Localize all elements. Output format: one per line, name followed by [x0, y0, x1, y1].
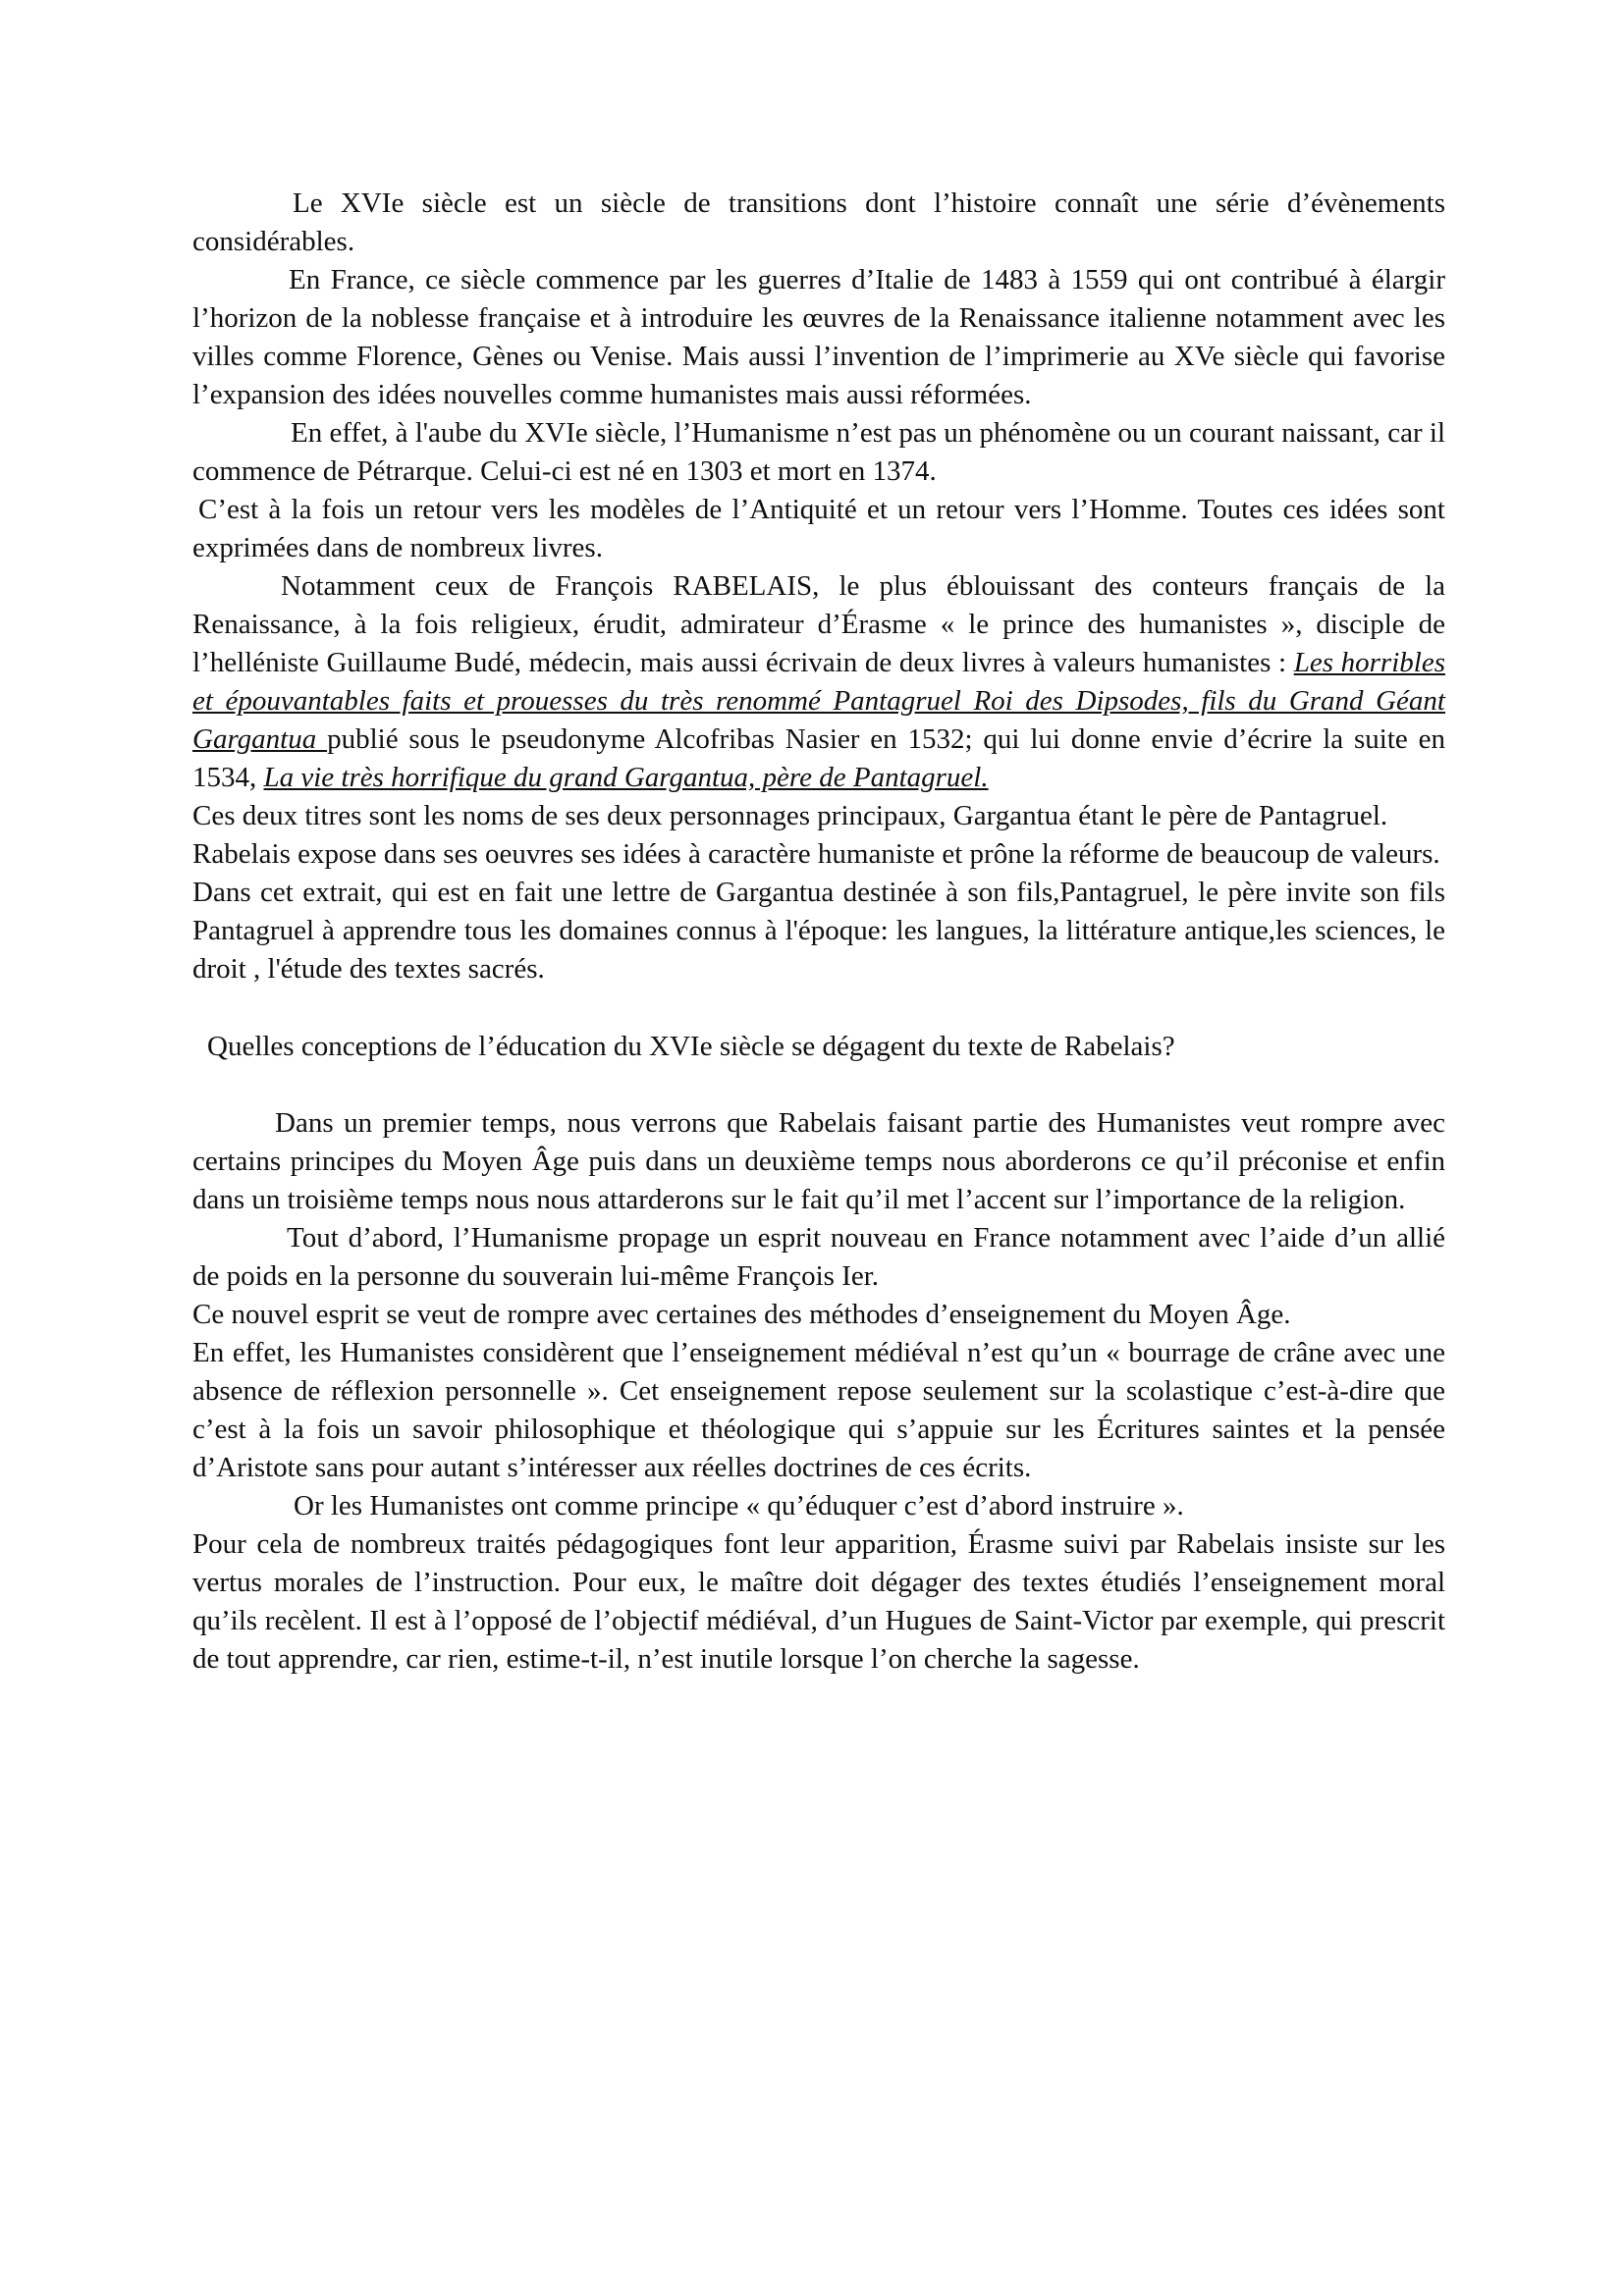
- paragraph-humanisme-petrarque: En effet, à l'aube du XVIe siècle, l’Humanisme n’est pas un phénomène ou un courant naissant, car il commence de Pétrarque. Celui-ci est né en 1303 et mort en 1374.: [192, 417, 1445, 487]
- paragraph-eduquer-instruire: Or les Humanistes ont comme principe « qu’éduquer c’est d’abord instruire ».: [294, 1490, 1184, 1522]
- rabelais-intro-text: Notamment ceux de François RABELAIS, le plus éblouissant des conteurs français de la Renaissance, à la fois religieux, érudit, admirateur d’Érasme « le prince des humanistes », disciple de l’helléniste Guillaume Budé, médecin, mais aussi écrivain de deux livres à valeurs humanistes :: [192, 570, 1445, 678]
- paragraph-deux-titres: Ces deux titres sont les noms de ses deux personnages principaux, Gargantua étant le père de Pantagruel.: [192, 800, 1388, 831]
- paragraph-extrait-lettre: Dans cet extrait, qui est en fait une lettre de Gargantua destinée à son fils,Pantagruel, le père invite son fils Pantagruel à apprendre tous les domaines connus à l'époque: les langues, la littérature antique,les sciences, le droit , l'étude des textes sacrés.: [192, 877, 1445, 985]
- rabelais-middle-text: publié sous le pseudonyme Alcofribas Nasier en 1532; qui lui donne envie d’écrire la suite en 1534,: [192, 723, 1445, 793]
- paragraph-intro-xvie: Le XVIe siècle est un siècle de transitions dont l’histoire connaît une série d’évènements considérables.: [192, 187, 1445, 257]
- problematique-question: Quelles conceptions de l’éducation du XVIe siècle se dégagent du texte de Rabelais?: [207, 1031, 1175, 1062]
- paragraph-retour-antiquite: C’est à la fois un retour vers les modèles de l’Antiquité et un retour vers l’Homme. Toutes ces idées sont exprimées dans de nombreux livres.: [192, 494, 1445, 563]
- paragraph-idees-humanistes: Rabelais expose dans ses oeuvres ses idées à caractère humaniste et prône la réforme de beaucoup de valeurs.: [192, 838, 1440, 870]
- book-title-pantagruel: Les horribles et épouvantables faits et prouesses du très renommé Pantagruel Roi des Dipsodes, fils du Grand Géant Gargantua: [192, 647, 1445, 755]
- paragraph-traites-pedagogiques: Pour cela de nombreux traités pédagogiques font leur apparition, Érasme suivi par Rabelais insiste sur les vertus morales de l’instruction. Pour eux, le maître doit dégager des textes étudiés l’enseignement moral qu’ils recèlent. Il est à l’opposé de l’objectif médiéval, d’un Hugues de Saint-Victor par exemple, qui prescrit de tout apprendre, car rien, estime-t-il, n’est inutile lorsque l’on cherche la sagesse.: [192, 1528, 1445, 1675]
- paragraph-enseignement-medieval: En effet, les Humanistes considèrent que l’enseignement médiéval n’est qu’un « bourrage de crâne avec une absence de réflexion personnelle ». Cet enseignement repose seulement sur la scolastique c’est-à-dire que c’est à la fois un savoir philosophique et théologique qui s’appuie sur les Écritures saintes et la pensée d’Aristote sans pour autant s’intéresser aux réelles doctrines de ces écrits.: [192, 1337, 1445, 1483]
- paragraph-plan: Dans un premier temps, nous verrons que Rabelais faisant partie des Humanistes veut rompre avec certains principes du Moyen Âge puis dans un deuxième temps nous aborderons ce qu’il préconise et enfin dans un troisième temps nous nous attarderons sur le fait qu’il met l’accent sur l’importance de la religion.: [192, 1107, 1445, 1215]
- paragraph-guerres-italie: En France, ce siècle commence par les guerres d’Italie de 1483 à 1559 qui ont contribué à élargir l’horizon de la noblesse française et à introduire les œuvres de la Renaissance italienne notamment avec les villes comme Florence, Gènes ou Venise. Mais aussi l’invention de l’imprimerie au XVe siècle qui favorise l’expansion des idées nouvelles comme humanistes mais aussi réformées.: [192, 264, 1445, 410]
- book-title-gargantua: La vie très horrifique du grand Gargantua, père de Pantagruel.: [263, 762, 989, 793]
- document-body: [192, 185, 1445, 1679]
- paragraph-rompre-methodes: Ce nouvel esprit se veut de rompre avec certaines des méthodes d’enseignement du Moyen Âge.: [192, 1299, 1291, 1330]
- paragraph-esprit-nouveau: Tout d’abord, l’Humanisme propage un esprit nouveau en France notamment avec l’aide d’un allié de poids en la personne du souverain lui-même François Ier.: [192, 1222, 1445, 1292]
- paragraph-rabelais: [192, 567, 1445, 797]
